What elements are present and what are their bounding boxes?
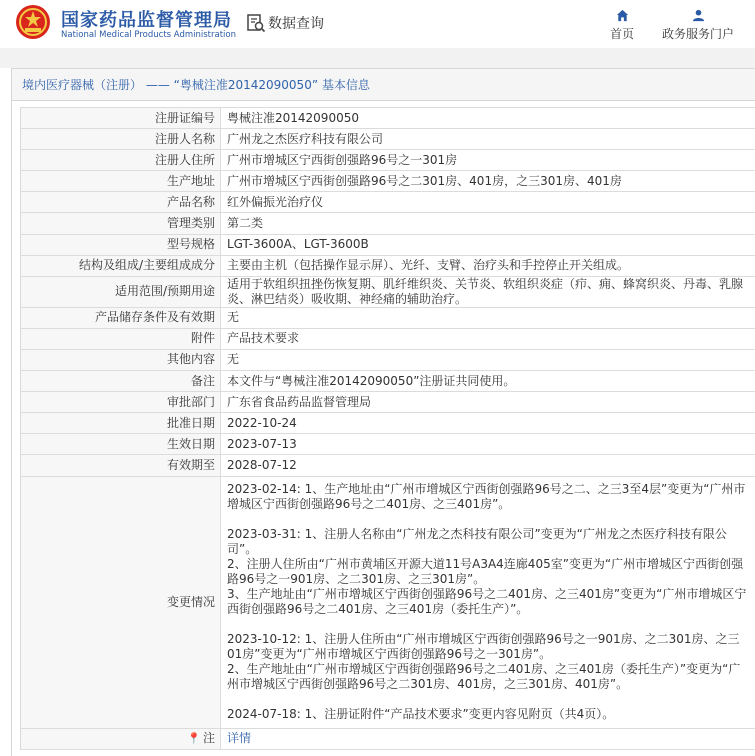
field-label: 产品储存条件及有效期 <box>21 307 221 328</box>
field-value: 红外偏振光治疗仪 <box>221 192 755 213</box>
data-query-label: 数据查询 <box>268 16 324 32</box>
field-label: 注册证编号 <box>21 108 221 129</box>
change-history <box>221 476 755 728</box>
home-icon <box>616 9 629 22</box>
table-row-changes <box>21 476 755 728</box>
table-row <box>21 276 755 307</box>
change-entry: 2023-03-31: 1、注册人名称由“广州龙之杰科技有限公司”变更为“广州龙之杰医疗科技有限公司”。 2、注册人住所由“广州市黄埔区开源大道11号A3A4连廊405室”变更为“广州市增城区宁西街创强路96号之一901房、之二301房、之三301房”。 3、生产地址由“广州市增城区宁西街创强路96号之二401房、之三401房”变更为“广州市增城区宁西街创强路96号之二401房、之三401房（委托生产）”。 <box>227 526 747 616</box>
field-value: 2023-07-13 <box>221 434 755 455</box>
detail-panel <box>11 68 755 756</box>
table-row <box>21 392 755 413</box>
table-row-note <box>21 728 755 749</box>
note-label: 注 <box>202 731 215 746</box>
data-query-icon <box>246 13 266 33</box>
field-label: 有效期至 <box>21 455 221 476</box>
table-row <box>21 255 755 276</box>
change-entry: 2024-07-18: 1、注册证附件“产品技术要求”变更内容见附页（共4页）。 <box>227 706 615 721</box>
field-label: 变更情况 <box>21 476 221 728</box>
national-emblem-icon[interactable] <box>15 4 51 40</box>
table-row <box>21 171 755 192</box>
field-value: 产品技术要求 <box>221 328 755 349</box>
nav-gov-label: 政务服务门户 <box>661 27 734 41</box>
field-label: 审批部门 <box>21 392 221 413</box>
field-label: 适用范围/预期用途 <box>21 276 221 307</box>
field-value: 广州市增城区宁西街创强路96号之一301房 <box>221 150 755 171</box>
table-row <box>21 213 755 234</box>
field-value: 适用于软组织扭挫伤恢复期、肌纤维织炎、关节炎、软组织炎症（疖、痈、蜂窝织炎、丹毒、乳腺炎、淋巴结炎）吸收期、神经痛的辅助治疗。 <box>221 276 755 307</box>
nav-home-label: 首页 <box>609 27 634 41</box>
field-label: 备注 <box>21 371 221 392</box>
field-label: 型号规格 <box>21 234 221 255</box>
field-label: 生效日期 <box>21 434 221 455</box>
table-row <box>21 455 755 476</box>
site-header <box>0 0 755 48</box>
field-value: 主要由主机（包括操作显示屏）、光纤、支臂、治疗头和手控停止开关组成。 <box>221 255 755 276</box>
panel-title: 境内医疗器械（注册） —— “粤械注准20142090050” 基本信息 <box>12 69 755 101</box>
note-label-cell <box>21 728 221 749</box>
field-label: 批准日期 <box>21 413 221 434</box>
brand-subtitle[interactable]: National Medical Products Administration <box>61 30 236 40</box>
field-label: 管理类别 <box>21 213 221 234</box>
change-entry: 2023-02-14: 1、生产地址由“广州市增城区宁西街创强路96号之二、之三3至4层”变更为“广州市增城区宁西街创强路96号之二401房、之三401房”。 <box>227 481 746 511</box>
table-row <box>21 349 755 370</box>
data-query-link[interactable] <box>246 13 324 33</box>
field-value: 2028-07-12 <box>221 455 755 476</box>
user-icon <box>692 9 705 22</box>
field-value: 广东省食品药品监督管理局 <box>221 392 755 413</box>
field-value: 无 <box>221 307 755 328</box>
table-row <box>21 192 755 213</box>
table-row <box>21 307 755 328</box>
table-row <box>21 129 755 150</box>
field-label: 结构及组成/主要组成成分 <box>21 255 221 276</box>
table-row <box>21 413 755 434</box>
page-background <box>0 48 755 68</box>
table-row <box>21 108 755 129</box>
field-value: 粤械注准20142090050 <box>221 108 755 129</box>
table-row <box>21 434 755 455</box>
field-label: 产品名称 <box>21 192 221 213</box>
field-value: 广州市增城区宁西街创强路96号之二301房、401房，之三301房、401房 <box>221 171 755 192</box>
nav-gov-portal[interactable] <box>656 9 740 42</box>
detail-table <box>20 107 755 750</box>
field-value: 无 <box>221 349 755 370</box>
table-row <box>21 328 755 349</box>
field-value: 广州龙之杰医疗科技有限公司 <box>221 129 755 150</box>
table-row <box>21 371 755 392</box>
change-entry: 2023-10-12: 1、注册人住所由“广州市增城区宁西街创强路96号之一901房、之二301房、之三01房”变更为“广州市增城区宁西街创强路96号之一301房”。 2、生产地址由“广州市增城区宁西街创强路96号之二401房、之三401房（委托生产）”变更为“广州市增城区宁西街创强路96号之二301房、401房，之三301房、401房”。 <box>227 631 741 691</box>
details-link[interactable]: 详情 <box>227 731 252 746</box>
pin-icon: 📍 <box>187 732 201 746</box>
brand-title[interactable]: 国家药品监督管理局 <box>61 10 232 31</box>
nav-home[interactable] <box>605 9 639 42</box>
table-row <box>21 150 755 171</box>
table-row <box>21 234 755 255</box>
field-value: 本文件与“粤械注准20142090050”注册证共同使用。 <box>221 371 755 392</box>
field-label: 附件 <box>21 328 221 349</box>
field-value: 2022-10-24 <box>221 413 755 434</box>
field-label: 其他内容 <box>21 349 221 370</box>
field-label: 注册人名称 <box>21 129 221 150</box>
note-value-cell <box>221 728 755 749</box>
field-label: 注册人住所 <box>21 150 221 171</box>
field-value: LGT-3600A、LGT-3600B <box>221 234 755 255</box>
field-label: 生产地址 <box>21 171 221 192</box>
field-value: 第二类 <box>221 213 755 234</box>
